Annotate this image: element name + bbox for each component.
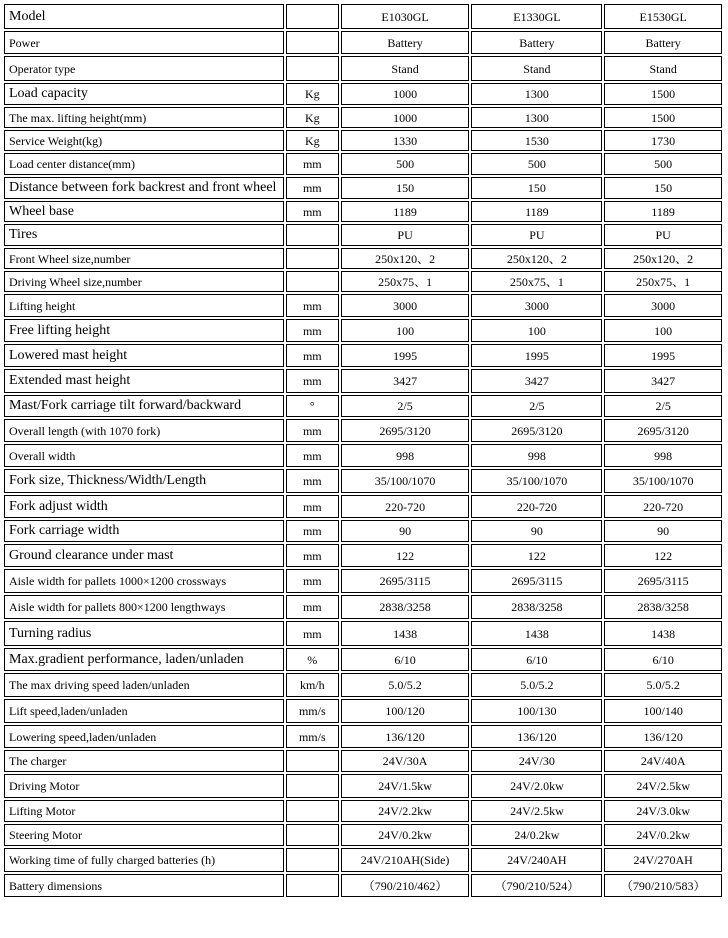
row-value: （790/210/583） (604, 874, 722, 897)
table-row (4, 874, 722, 897)
row-value: PU (341, 224, 470, 246)
row-value: Stand (604, 56, 722, 81)
row-label: Lifting height (4, 294, 284, 317)
row-label: Operator type (4, 56, 284, 81)
row-value: 100 (604, 319, 722, 342)
row-value: 2695/3115 (604, 569, 722, 593)
row-label: Lowering speed,laden/unladen (4, 725, 284, 748)
row-label: The max driving speed laden/unladen (4, 673, 284, 697)
row-value: 6/10 (341, 648, 470, 671)
row-unit: mm (286, 621, 339, 646)
table-row (4, 56, 722, 81)
row-unit (286, 848, 339, 872)
row-value: 1189 (604, 201, 722, 222)
row-unit: Kg (286, 83, 339, 105)
row-unit: km/h (286, 673, 339, 697)
row-value: 250x75、1 (471, 271, 602, 292)
table-row (4, 520, 722, 542)
table-row (4, 750, 722, 772)
row-value: 250x120、2 (341, 248, 470, 269)
row-value: 35/100/1070 (604, 469, 722, 493)
row-value: 24V/2.0kw (471, 774, 602, 798)
row-label: Distance between fork backrest and front wheel (4, 177, 284, 199)
row-value: 500 (604, 153, 722, 175)
row-label: Power (4, 31, 284, 54)
row-value: 1500 (604, 107, 722, 128)
row-value: 1530 (471, 130, 602, 151)
row-label: Ground clearance under mast (4, 544, 284, 567)
row-label: Overall length (with 1070 fork) (4, 419, 284, 442)
row-value: 250x75、1 (341, 271, 470, 292)
table-row (4, 848, 722, 872)
row-value: 998 (341, 444, 470, 467)
row-value: 24V/270AH (604, 848, 722, 872)
row-label: Load capacity (4, 83, 284, 105)
row-value: 2838/3258 (604, 595, 722, 619)
row-unit: mm (286, 319, 339, 342)
row-value: 2/5 (604, 395, 722, 417)
row-value: 35/100/1070 (341, 469, 470, 493)
row-value: 2/5 (471, 395, 602, 417)
row-label: The charger (4, 750, 284, 772)
row-unit: ° (286, 395, 339, 417)
row-value: 90 (604, 520, 722, 542)
table-row (4, 224, 722, 246)
row-value: 122 (341, 544, 470, 567)
row-value: 24V/1.5kw (341, 774, 470, 798)
row-label: Extended mast height (4, 369, 284, 393)
row-value: 150 (471, 177, 602, 199)
row-value: 150 (604, 177, 722, 199)
row-value: 2695/3120 (604, 419, 722, 442)
row-label: Turning radius (4, 621, 284, 646)
row-label: Front Wheel size,number (4, 248, 284, 269)
table-row (4, 469, 722, 493)
row-value: 998 (471, 444, 602, 467)
row-label: Fork size, Thickness/Width/Length (4, 469, 284, 493)
row-value: 5.0/5.2 (341, 673, 470, 697)
row-value: 3000 (341, 294, 470, 317)
row-unit: mm/s (286, 699, 339, 723)
row-value: 2695/3115 (471, 569, 602, 593)
row-unit (286, 271, 339, 292)
table-row (4, 544, 722, 567)
row-value: 90 (341, 520, 470, 542)
row-value: 5.0/5.2 (604, 673, 722, 697)
row-unit (286, 874, 339, 897)
row-value: PU (471, 224, 602, 246)
row-value: 24V/240AH (471, 848, 602, 872)
row-unit (286, 800, 339, 822)
row-value: 1438 (471, 621, 602, 646)
row-value: 2695/3115 (341, 569, 470, 593)
row-value: 2838/3258 (341, 595, 470, 619)
row-unit: mm (286, 520, 339, 542)
row-value: 1300 (471, 83, 602, 105)
row-value: Stand (341, 56, 470, 81)
row-value: 1995 (604, 344, 722, 367)
row-label: Overall width (4, 444, 284, 467)
row-label: Driving Wheel size,number (4, 271, 284, 292)
row-value: 6/10 (471, 648, 602, 671)
row-value: 1438 (604, 621, 722, 646)
table-row (4, 271, 722, 292)
row-value: 3427 (604, 369, 722, 393)
header-model-e1530gl: E1530GL (604, 4, 722, 29)
row-value: 136/120 (341, 725, 470, 748)
header-model-label: Model (4, 4, 284, 29)
row-value: 24/0.2kw (471, 824, 602, 846)
row-value: 3427 (471, 369, 602, 393)
row-value: 100/120 (341, 699, 470, 723)
table-row (4, 495, 722, 518)
table-row (4, 648, 722, 671)
row-label: Lift speed,laden/unladen (4, 699, 284, 723)
row-label: Service Weight(kg) (4, 130, 284, 151)
row-unit: mm (286, 569, 339, 593)
row-value: 136/120 (471, 725, 602, 748)
row-unit: mm (286, 344, 339, 367)
row-unit: Kg (286, 107, 339, 128)
row-unit: mm (286, 419, 339, 442)
row-value: 250x120、2 (604, 248, 722, 269)
table-row (4, 177, 722, 199)
row-value: 100 (341, 319, 470, 342)
row-value: 5.0/5.2 (471, 673, 602, 697)
row-value: 150 (341, 177, 470, 199)
table-row (4, 153, 722, 175)
row-value: 2695/3120 (471, 419, 602, 442)
row-value: 100 (471, 319, 602, 342)
row-label: Driving Motor (4, 774, 284, 798)
spec-table (2, 2, 724, 899)
row-value: Battery (471, 31, 602, 54)
row-value: 24V/40A (604, 750, 722, 772)
row-value: 100/130 (471, 699, 602, 723)
row-value: 35/100/1070 (471, 469, 602, 493)
table-row (4, 319, 722, 342)
table-row (4, 419, 722, 442)
row-value: 1189 (341, 201, 470, 222)
row-unit: mm (286, 201, 339, 222)
table-row (4, 725, 722, 748)
row-value: 24V/2.5kw (604, 774, 722, 798)
row-value: 1730 (604, 130, 722, 151)
table-row (4, 130, 722, 151)
row-unit: mm (286, 369, 339, 393)
table-row (4, 107, 722, 128)
row-value: 1500 (604, 83, 722, 105)
header-row (4, 4, 722, 29)
row-value: 1995 (471, 344, 602, 367)
row-value: 220-720 (604, 495, 722, 518)
row-value: （790/210/524） (471, 874, 602, 897)
row-label: Free lifting height (4, 319, 284, 342)
row-value: 24V/30 (471, 750, 602, 772)
row-unit: mm (286, 177, 339, 199)
row-label: Load center distance(mm) (4, 153, 284, 175)
row-value: 1300 (471, 107, 602, 128)
row-value: 2695/3120 (341, 419, 470, 442)
row-value: 24V/3.0kw (604, 800, 722, 822)
row-value: 90 (471, 520, 602, 542)
row-value: 2838/3258 (471, 595, 602, 619)
row-value: 122 (604, 544, 722, 567)
row-unit (286, 824, 339, 846)
row-value: 122 (471, 544, 602, 567)
row-label: Mast/Fork carriage tilt forward/backward (4, 395, 284, 417)
row-label: The max. lifting height(mm) (4, 107, 284, 128)
row-value: （790/210/462） (341, 874, 470, 897)
row-unit: mm (286, 444, 339, 467)
row-value: 24V/2.2kw (341, 800, 470, 822)
row-value: 250x120、2 (471, 248, 602, 269)
header-model-e1030gl: E1030GL (341, 4, 470, 29)
row-unit: mm (286, 544, 339, 567)
row-value: 2/5 (341, 395, 470, 417)
row-value: 1438 (341, 621, 470, 646)
row-unit (286, 248, 339, 269)
row-value: 24V/30A (341, 750, 470, 772)
row-value: 220-720 (471, 495, 602, 518)
table-row (4, 248, 722, 269)
row-value: 1995 (341, 344, 470, 367)
row-value: Battery (341, 31, 470, 54)
row-unit: mm (286, 495, 339, 518)
row-unit (286, 31, 339, 54)
row-unit: mm (286, 294, 339, 317)
row-value: 500 (341, 153, 470, 175)
row-value: 1330 (341, 130, 470, 151)
table-row (4, 31, 722, 54)
table-row (4, 444, 722, 467)
row-unit: mm (286, 469, 339, 493)
row-unit: mm/s (286, 725, 339, 748)
header-model-e1330gl: E1330GL (471, 4, 602, 29)
row-unit: mm (286, 153, 339, 175)
spec-table-body (4, 4, 722, 897)
row-value: 1000 (341, 83, 470, 105)
row-value: 3000 (471, 294, 602, 317)
row-unit (286, 224, 339, 246)
row-value: 24V/2.5kw (471, 800, 602, 822)
row-unit: % (286, 648, 339, 671)
table-row (4, 774, 722, 798)
row-label: Aisle width for pallets 800×1200 lengthways (4, 595, 284, 619)
row-label: Steering Motor (4, 824, 284, 846)
table-row (4, 369, 722, 393)
table-row (4, 83, 722, 105)
table-row (4, 344, 722, 367)
row-unit (286, 750, 339, 772)
row-unit (286, 56, 339, 81)
row-unit: mm (286, 595, 339, 619)
row-label: Lowered mast height (4, 344, 284, 367)
row-value: 24V/0.2kw (341, 824, 470, 846)
row-value: 3427 (341, 369, 470, 393)
row-value: 1000 (341, 107, 470, 128)
row-value: 136/120 (604, 725, 722, 748)
row-unit: Kg (286, 130, 339, 151)
row-label: Wheel base (4, 201, 284, 222)
table-row (4, 699, 722, 723)
table-row (4, 294, 722, 317)
row-value: 24V/0.2kw (604, 824, 722, 846)
row-label: Tires (4, 224, 284, 246)
row-value: 24V/210AH(Side) (341, 848, 470, 872)
table-row (4, 201, 722, 222)
row-value: 3000 (604, 294, 722, 317)
table-row (4, 673, 722, 697)
row-value: 6/10 (604, 648, 722, 671)
row-label: Fork carriage width (4, 520, 284, 542)
table-row (4, 824, 722, 846)
row-value: 1189 (471, 201, 602, 222)
header-unit-cell (286, 4, 339, 29)
row-label: Fork adjust width (4, 495, 284, 518)
row-label: Lifting Motor (4, 800, 284, 822)
table-row (4, 595, 722, 619)
row-value: 998 (604, 444, 722, 467)
row-unit (286, 774, 339, 798)
table-row (4, 395, 722, 417)
row-label: Aisle width for pallets 1000×1200 crossways (4, 569, 284, 593)
row-value: Battery (604, 31, 722, 54)
row-label: Max.gradient performance, laden/unladen (4, 648, 284, 671)
row-value: PU (604, 224, 722, 246)
table-row (4, 800, 722, 822)
table-row (4, 569, 722, 593)
row-value: 500 (471, 153, 602, 175)
row-value: 250x75、1 (604, 271, 722, 292)
table-row (4, 621, 722, 646)
row-value: 100/140 (604, 699, 722, 723)
row-label: Working time of fully charged batteries (h) (4, 848, 284, 872)
row-value: Stand (471, 56, 602, 81)
row-label: Battery dimensions (4, 874, 284, 897)
row-value: 220-720 (341, 495, 470, 518)
